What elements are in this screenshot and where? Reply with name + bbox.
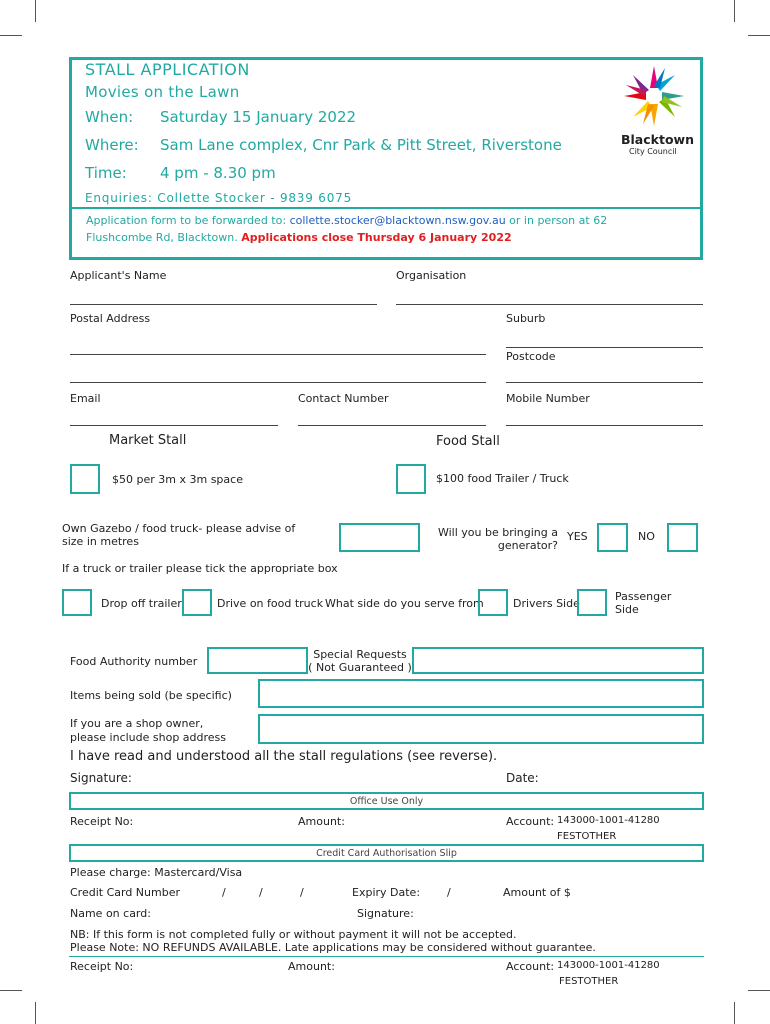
gazebo-size-field[interactable] [339, 523, 420, 552]
generator-yes-checkbox[interactable] [597, 523, 628, 552]
crop-mark [0, 990, 22, 991]
postcode-field[interactable] [506, 382, 703, 383]
office-receipt-label: Receipt No: [70, 815, 134, 828]
nb-note: NB: If this form is not completed fully or without payment it will not be accepted. [70, 928, 517, 941]
logo-name: Blacktown [621, 132, 694, 147]
star-logo-icon [617, 62, 692, 132]
food-authority-label: Food Authority number [70, 655, 198, 668]
drive-on-checkbox[interactable] [182, 589, 212, 616]
email-label: Email [70, 392, 101, 405]
form-title: STALL APPLICATION [85, 60, 250, 79]
card-signature-label: Signature: [357, 907, 414, 920]
forward-email-link[interactable]: collette.stocker@blacktown.nsw.gov.au [289, 214, 506, 227]
generator-no-checkbox[interactable] [667, 523, 698, 552]
postal-address-field-2[interactable] [70, 382, 486, 383]
items-sold-label: Items being sold (be specific) [70, 689, 232, 702]
crop-mark [748, 35, 770, 36]
time-label: Time: [85, 164, 127, 182]
crop-mark [35, 0, 36, 22]
footer-amount-label: Amount: [288, 960, 335, 973]
forward-instructions: Application form to be forwarded to: collette.stocker@blacktown.nsw.gov.au or in person at 62 Flushcombe Rd, Blacktown. Applications close Thursday 6 January 2022 [86, 214, 608, 244]
when-value: Saturday 15 January 2022 [160, 108, 357, 126]
crop-mark [748, 990, 770, 991]
when-label: When: [85, 108, 134, 126]
footer-receipt-label: Receipt No: [70, 960, 134, 973]
refund-note: Please Note: NO REFUNDS AVAILABLE. Late applications may be considered without guarantee. [70, 941, 596, 954]
postcode-label: Postcode [506, 350, 556, 363]
market-stall-title: Market Stall [109, 433, 187, 448]
yes-label: YES [567, 530, 588, 543]
market-stall-checkbox[interactable] [70, 464, 100, 494]
passenger-side-label: Passenger Side [615, 590, 672, 616]
crop-mark [734, 1002, 735, 1024]
where-label: Where: [85, 136, 139, 154]
drivers-side-label: Drivers Side [513, 597, 580, 610]
office-use-bar: Office Use Only [69, 792, 704, 810]
contact-number-label: Contact Number [298, 392, 389, 405]
time-value: 4 pm - 8.30 pm [160, 164, 276, 182]
footer-account-label: Account: [506, 960, 555, 973]
suburb-label: Suburb [506, 312, 546, 325]
enquiries: Enquiries: Collette Stocker - 9839 6075 [85, 191, 353, 205]
applicant-name-label: Applicant's Name [70, 269, 167, 282]
email-field[interactable] [70, 425, 278, 426]
card-slash-3: / [300, 886, 304, 899]
footer-account-value: 143000-1001-41280 [557, 960, 660, 971]
drivers-side-checkbox[interactable] [478, 589, 508, 616]
mobile-number-field[interactable] [506, 425, 703, 426]
special-requests-field[interactable] [412, 647, 704, 674]
applicant-name-field[interactable] [70, 304, 377, 305]
office-amount-label: Amount: [298, 815, 345, 828]
name-on-card-label: Name on card: [70, 907, 151, 920]
where-value: Sam Lane complex, Cnr Park & Pitt Street, Riverstone [160, 136, 562, 154]
generator-label: Will you be bringing a generator? [437, 526, 558, 552]
charge-label: Please charge: Mastercard/Visa [70, 866, 243, 879]
expiry-label: Expiry Date: [352, 886, 421, 899]
office-account-code: FESTOTHER [557, 831, 617, 842]
organisation-field[interactable] [396, 304, 703, 305]
contact-number-field[interactable] [298, 425, 486, 426]
gazebo-label: Own Gazebo / food truck- please advise of size in metres [62, 522, 296, 548]
expiry-slash: / [447, 886, 451, 899]
footer-account-code: FESTOTHER [559, 976, 619, 987]
serve-side-label: What side do you serve from [325, 597, 484, 610]
logo-subtitle: City Council [629, 147, 677, 156]
mobile-number-label: Mobile Number [506, 392, 590, 405]
no-label: NO [638, 530, 655, 543]
organisation-label: Organisation [396, 269, 467, 282]
crop-mark [0, 35, 22, 36]
suburb-field[interactable] [506, 347, 703, 348]
food-authority-field[interactable] [207, 647, 308, 674]
office-account-value: 143000-1001-41280 [557, 815, 660, 826]
drop-off-checkbox[interactable] [62, 589, 92, 616]
truck-note: If a truck or trailer please tick the appropriate box [62, 562, 338, 575]
food-stall-option: $100 food Trailer / Truck [436, 472, 569, 485]
shop-address-field[interactable] [258, 714, 704, 744]
declaration-statement: I have read and understood all the stall regulations (see reverse). [70, 749, 498, 764]
drop-off-label: Drop off trailer [101, 597, 182, 610]
card-slash-1: / [222, 886, 226, 899]
amount-of-label: Amount of $ [503, 886, 571, 899]
card-slash-2: / [259, 886, 263, 899]
blacktown-logo [617, 62, 692, 162]
card-number-label: Credit Card Number [70, 886, 180, 899]
market-stall-option: $50 per 3m x 3m space [112, 473, 243, 486]
event-name: Movies on the Lawn [85, 83, 240, 101]
crop-mark [734, 0, 735, 22]
date-label: Date: [506, 771, 539, 785]
credit-card-bar: Credit Card Authorisation Slip [69, 844, 704, 862]
food-stall-title: Food Stall [436, 434, 500, 449]
closing-date: Applications close Thursday 6 January 2022 [241, 231, 512, 244]
special-requests-label: Special Requests ( Not Guaranteed ) [308, 648, 412, 674]
office-account-label: Account: [506, 815, 555, 828]
shop-address-label: If you are a shop owner, please include shop address [70, 717, 227, 744]
food-stall-checkbox[interactable] [396, 464, 426, 494]
items-sold-field[interactable] [258, 679, 704, 708]
crop-mark [35, 1002, 36, 1024]
postal-address-label: Postal Address [70, 312, 151, 325]
postal-address-field[interactable] [70, 354, 486, 355]
passenger-side-checkbox[interactable] [577, 589, 607, 616]
drive-on-label: Drive on food truck [217, 597, 324, 610]
footer-divider [69, 956, 704, 957]
signature-label: Signature: [70, 771, 132, 785]
